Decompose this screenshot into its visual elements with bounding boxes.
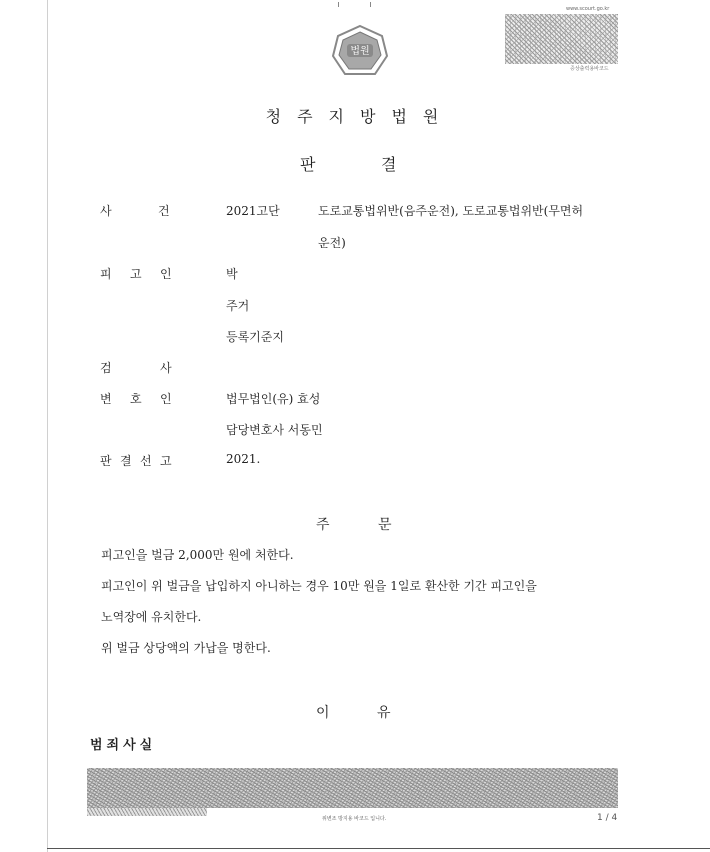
sentencing-date: 2021. [226,452,261,466]
bottom-rule [47,848,710,849]
defendant-name: 박 [226,267,238,281]
qr-url: www.scourt.go.kr [566,6,610,12]
crime-facts-heading: 범죄사실 [90,738,157,753]
order-line: 피고인이 위 벌금을 납입하지 아니하는 경우 10만 원을 1일로 환산한 기간 피고인을 [101,579,537,593]
court-seal-icon [327,24,393,80]
scan-tick-mark [338,2,339,7]
seal-text: 법원 [350,46,370,57]
counsel-firm: 법무법인(유) 효성 [226,392,321,406]
order-line: 노역장에 유치한다. [101,610,202,624]
left-margin-rule [47,0,48,852]
document-title-char: 결 [381,155,397,174]
redacted-barcode-band [87,768,618,808]
redacted-barcode-strip [87,808,207,816]
case-number: 2021고단 [226,204,280,218]
order-line: 피고인을 벌금 2,000만 원에 처한다. [101,548,294,562]
counsel-attorney: 담당변호사 서동민 [226,423,323,437]
verification-barcode [505,14,618,64]
document-title-char: 판 [300,155,316,174]
defendant-residence: 주거 [226,299,250,313]
court-name: 청주지방법원 [265,107,455,126]
judgment-page: 법원 www.scourt.go.kr 증상출력용바코드 청주지방법원 판 결 사 건 2021고단 도로교통법위반(음주운전), 도로교통법위반(무면허 운전) 피 고 인 박 주거 등록기준지 검 사 변 호 인 법무법인(유) 효성 담당변호사 서동민 판 결 선 고 2021. 주 문 피고인을 벌금 2,000만 원에 처한다. 피고인이 위 벌금을 납입하지 아니하는 경우 10만 원을 1일로 환산한 기간 피고인을 노역장에 유치한다. 위 벌금 상당액의 가납을 명한다. 이 유 범죄사실 위변조 방지용 바코드 입니다. 1 / 4 [0,0,710,852]
anti-forgery-note: 위변조 방지용 바코드 입니다. [322,816,387,822]
page-number: 1 / 4 [597,813,618,823]
scan-tick-mark [370,2,371,7]
case-charge-continued: 운전) [318,236,346,250]
defendant-registered-domicile: 등록기준지 [226,330,284,344]
case-charge: 도로교통법위반(음주운전), 도로교통법위반(무면허 [318,204,584,218]
order-line: 위 벌금 상당액의 가납을 명한다. [101,641,271,655]
qr-label: 증상출력용바코드 [570,66,609,72]
